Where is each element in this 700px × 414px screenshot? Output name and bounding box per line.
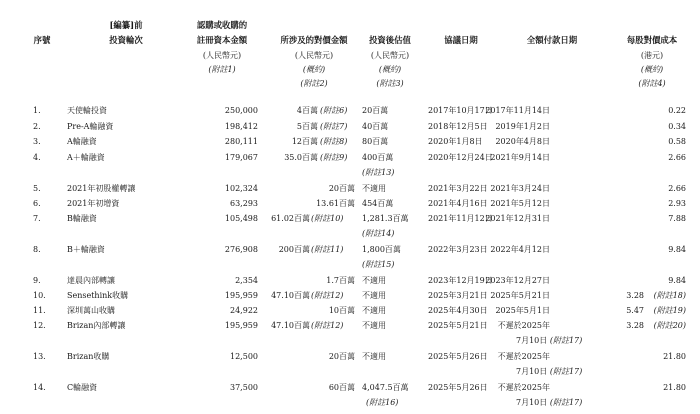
payment-day: 7月10日 bbox=[516, 367, 548, 376]
row-consideration-note: (附註12) bbox=[311, 321, 344, 330]
row-round: Pre-A輪融資 bbox=[67, 122, 114, 131]
row-valuation: 不適用 bbox=[362, 352, 386, 361]
row-payment-date: 2023年12月27日 bbox=[485, 276, 550, 285]
row-agreement-date: 2023年12月19日 bbox=[428, 276, 493, 285]
row-round: 達晨內部轉讓 bbox=[67, 276, 115, 285]
row-capital: 276,908 bbox=[224, 245, 258, 254]
payment-note: (附註17) bbox=[549, 367, 583, 376]
header-consideration-note: (附註2) bbox=[300, 79, 328, 88]
table-row bbox=[0, 303, 700, 319]
row-agreement-date: 2025年5月26日 bbox=[428, 352, 488, 361]
header-cost-note: (附註4) bbox=[638, 79, 666, 88]
header-cost: 每股對價成本 bbox=[626, 35, 678, 45]
row-consideration: 35.0百萬 bbox=[284, 153, 318, 162]
table-row bbox=[0, 150, 700, 166]
row-consideration: 13.61百萬 bbox=[316, 199, 355, 208]
row-cost: 5.47 bbox=[626, 306, 644, 315]
row-round: Sensethink收購 bbox=[67, 291, 129, 300]
header-seq: 序號 bbox=[33, 35, 51, 45]
row-capital: 12,500 bbox=[230, 352, 258, 361]
row-cost: 0.58 bbox=[668, 137, 686, 146]
row-agreement-date: 2021年3月22日 bbox=[428, 184, 488, 193]
row-capital: 105,498 bbox=[224, 214, 258, 223]
header-valuation-approx: (概約) bbox=[378, 65, 402, 74]
row-capital: 37,500 bbox=[230, 383, 258, 392]
row-capital: 102,324 bbox=[224, 184, 258, 193]
table-row bbox=[0, 196, 700, 212]
row-valuation: 1,800百萬 bbox=[362, 245, 401, 254]
row-seq: 10. bbox=[33, 291, 46, 300]
row-seq: 2. bbox=[33, 122, 41, 131]
row-round: Brizan收購 bbox=[67, 352, 110, 361]
row-consideration-note: (附註8) bbox=[320, 137, 348, 146]
row-consideration-note: (附註7) bbox=[320, 122, 348, 131]
table-row bbox=[0, 181, 700, 197]
row-cost: 3.28 bbox=[626, 321, 644, 330]
row-agreement-date: 2020年1月8日 bbox=[428, 137, 483, 146]
row-valuation: 不適用 bbox=[362, 306, 386, 315]
header-consideration-approx: (概約) bbox=[302, 65, 326, 74]
header-capital-line1: 認購或收購的 bbox=[196, 20, 248, 30]
row-round: A輪融資 bbox=[67, 137, 97, 146]
row-consideration: 200百萬 bbox=[278, 245, 310, 254]
row-consideration: 47.10百萬 bbox=[271, 321, 310, 330]
row-round: A＋輪融資 bbox=[67, 153, 105, 162]
row-payment-date: 2021年9月14日 bbox=[490, 153, 550, 162]
row-agreement-date: 2021年11月12日 bbox=[428, 214, 493, 223]
table-row bbox=[0, 349, 700, 365]
row-cost: 21.80 bbox=[663, 352, 686, 361]
row-valuation: 400百萬 bbox=[362, 153, 394, 162]
row-payment-date-cont bbox=[516, 395, 582, 410]
row-consideration: 5百萬 bbox=[296, 122, 318, 131]
row-valuation: 4,047.5百萬 bbox=[362, 383, 409, 392]
row-payment-date: 2021年3月24日 bbox=[490, 184, 550, 193]
row-agreement-date: 2017年10月17日 bbox=[428, 106, 493, 115]
row-cost-note: (附註20) bbox=[653, 321, 686, 330]
row-cost: 21.80 bbox=[663, 383, 686, 392]
header-cost-unit: (港元) bbox=[640, 51, 664, 60]
row-seq: 7. bbox=[33, 214, 41, 223]
row-agreement-date: 2025年4月30日 bbox=[428, 306, 488, 315]
row-cost: 0.34 bbox=[668, 122, 686, 131]
row-seq: 3. bbox=[33, 137, 41, 146]
row-valuation-note: (附註14) bbox=[362, 229, 395, 238]
row-seq: 4. bbox=[33, 153, 41, 162]
row-consideration: 47.10百萬 bbox=[271, 291, 310, 300]
table-row bbox=[0, 211, 700, 227]
row-cost: 0.22 bbox=[668, 106, 686, 115]
row-consideration: 20百萬 bbox=[328, 352, 355, 361]
row-cost: 2.66 bbox=[668, 153, 686, 162]
row-consideration-note: (附註11) bbox=[311, 245, 344, 254]
row-seq: 8. bbox=[33, 245, 41, 254]
row-payment-date: 2019年1月2日 bbox=[495, 122, 550, 131]
row-seq: 13. bbox=[33, 352, 46, 361]
row-payment-date: 不遲於2025年 bbox=[497, 352, 550, 361]
row-seq: 14. bbox=[33, 383, 46, 392]
row-seq: 9. bbox=[33, 276, 41, 285]
row-payment-date: 2025年5月1日 bbox=[495, 306, 550, 315]
table-row bbox=[0, 318, 700, 334]
row-consideration: 1.7百萬 bbox=[326, 276, 355, 285]
row-capital: 195,959 bbox=[224, 321, 258, 330]
row-seq: 11. bbox=[33, 306, 46, 315]
row-payment-date: 2021年12月31日 bbox=[485, 214, 550, 223]
header-agreement-date: 協議日期 bbox=[444, 35, 478, 45]
row-agreement-date: 2025年5月26日 bbox=[428, 383, 488, 392]
row-valuation: 40百萬 bbox=[362, 122, 389, 131]
row-agreement-date: 2020年12月24日 bbox=[428, 153, 493, 162]
row-payment-date: 2020年4月8日 bbox=[495, 137, 550, 146]
row-round: C輪融資 bbox=[67, 383, 98, 392]
row-consideration-note: (附註9) bbox=[320, 153, 348, 162]
row-consideration: 60百萬 bbox=[328, 383, 355, 392]
header-capital-note: (附註1) bbox=[208, 65, 236, 74]
header-consideration-unit: (人民幣元) bbox=[294, 51, 334, 60]
header-round-line2: 投資輪次 bbox=[109, 35, 143, 45]
row-valuation: 1,281.3百萬 bbox=[362, 214, 409, 223]
table-row bbox=[0, 273, 700, 289]
row-cost: 9.84 bbox=[668, 245, 686, 254]
payment-day: 7月10日 bbox=[516, 336, 548, 345]
header-round-line1: [編纂]前 bbox=[109, 20, 143, 30]
row-valuation: 20百萬 bbox=[362, 106, 389, 115]
header-payment-date: 全額付款日期 bbox=[526, 35, 578, 45]
row-round: B＋輪融資 bbox=[67, 245, 105, 254]
row-agreement-date: 2018年12月5日 bbox=[428, 122, 488, 131]
row-valuation: 不適用 bbox=[362, 276, 386, 285]
row-consideration-note: (附註6) bbox=[320, 106, 348, 115]
payment-note: (附註17) bbox=[549, 398, 583, 407]
row-valuation: 不適用 bbox=[362, 291, 386, 300]
header-valuation-note: (附註3) bbox=[376, 79, 404, 88]
row-round: 2021年初增資 bbox=[67, 199, 120, 208]
row-round: Brizan內部轉讓 bbox=[67, 321, 126, 330]
row-cost: 9.84 bbox=[668, 276, 686, 285]
table-row bbox=[0, 288, 700, 304]
row-consideration: 4百萬 bbox=[296, 106, 318, 115]
row-capital: 250,000 bbox=[224, 106, 258, 115]
row-valuation: 不適用 bbox=[362, 184, 386, 193]
table-row bbox=[0, 380, 700, 396]
row-payment-date: 2021年5月12日 bbox=[490, 199, 550, 208]
row-round: B輪融資 bbox=[67, 214, 97, 223]
row-seq: 12. bbox=[33, 321, 46, 330]
table-row bbox=[0, 119, 700, 135]
row-valuation: 454百萬 bbox=[362, 199, 394, 208]
row-seq: 6. bbox=[33, 199, 41, 208]
row-valuation-note: (附註16) bbox=[366, 398, 399, 407]
row-seq: 5. bbox=[33, 184, 41, 193]
header-valuation: 投資後估值 bbox=[369, 35, 411, 45]
row-payment-date: 2025年5月21日 bbox=[490, 291, 550, 300]
row-valuation-note: (附註15) bbox=[362, 260, 395, 269]
table-row bbox=[0, 103, 700, 119]
row-payment-date: 不遲於2025年 bbox=[497, 321, 550, 330]
row-payment-date: 2017年11月14日 bbox=[485, 106, 550, 115]
row-consideration-note: (附註12) bbox=[311, 291, 344, 300]
table-row bbox=[0, 134, 700, 150]
header-consideration: 所涉及的對價金額 bbox=[280, 35, 348, 45]
row-consideration-note: (附註10) bbox=[311, 214, 344, 223]
row-round: 2021年初股權轉讓 bbox=[67, 184, 136, 193]
header-capital-line2: 註冊資本金額 bbox=[196, 35, 248, 45]
row-capital: 2,354 bbox=[235, 276, 258, 285]
table-row bbox=[0, 242, 700, 258]
row-payment-date: 2022年4月12日 bbox=[490, 245, 550, 254]
row-agreement-date: 2025年3月21日 bbox=[428, 291, 488, 300]
row-valuation: 80百萬 bbox=[362, 137, 389, 146]
row-cost-note: (附註18) bbox=[653, 291, 686, 300]
payment-note: (附註17) bbox=[549, 336, 583, 345]
row-payment-date: 不遲於2025年 bbox=[497, 383, 550, 392]
row-payment-date-cont bbox=[516, 364, 582, 379]
row-agreement-date: 2025年5月21日 bbox=[428, 321, 488, 330]
row-cost: 7.88 bbox=[668, 214, 686, 223]
row-capital: 280,111 bbox=[224, 137, 258, 146]
row-payment-date-cont bbox=[516, 333, 582, 348]
payment-day: 7月10日 bbox=[516, 398, 548, 407]
row-capital: 179,067 bbox=[224, 153, 258, 162]
row-valuation: 不適用 bbox=[362, 321, 386, 330]
row-agreement-date: 2021年4月16日 bbox=[428, 199, 488, 208]
row-valuation-note: (附註13) bbox=[362, 168, 395, 177]
header-cost-approx: (概約) bbox=[640, 65, 664, 74]
row-cost: 2.93 bbox=[668, 199, 686, 208]
row-capital: 63,293 bbox=[230, 199, 258, 208]
row-capital: 198,412 bbox=[224, 122, 258, 131]
row-capital: 24,922 bbox=[230, 306, 258, 315]
row-cost-note: (附註19) bbox=[653, 306, 686, 315]
row-capital: 195,959 bbox=[224, 291, 258, 300]
row-consideration: 61.02百萬 bbox=[271, 214, 310, 223]
row-consideration: 12百萬 bbox=[291, 137, 318, 146]
row-cost: 2.66 bbox=[668, 184, 686, 193]
row-agreement-date: 2022年3月23日 bbox=[428, 245, 488, 254]
header-valuation-unit: (人民幣元) bbox=[370, 51, 410, 60]
row-cost: 3.28 bbox=[626, 291, 644, 300]
row-seq: 1. bbox=[33, 106, 41, 115]
row-round: 天使輪投資 bbox=[67, 106, 107, 115]
row-round: 深圳萬山收購 bbox=[67, 306, 115, 315]
header-capital-unit: (人民幣元) bbox=[202, 51, 242, 60]
row-consideration: 10百萬 bbox=[328, 306, 355, 315]
row-consideration: 20百萬 bbox=[328, 184, 355, 193]
